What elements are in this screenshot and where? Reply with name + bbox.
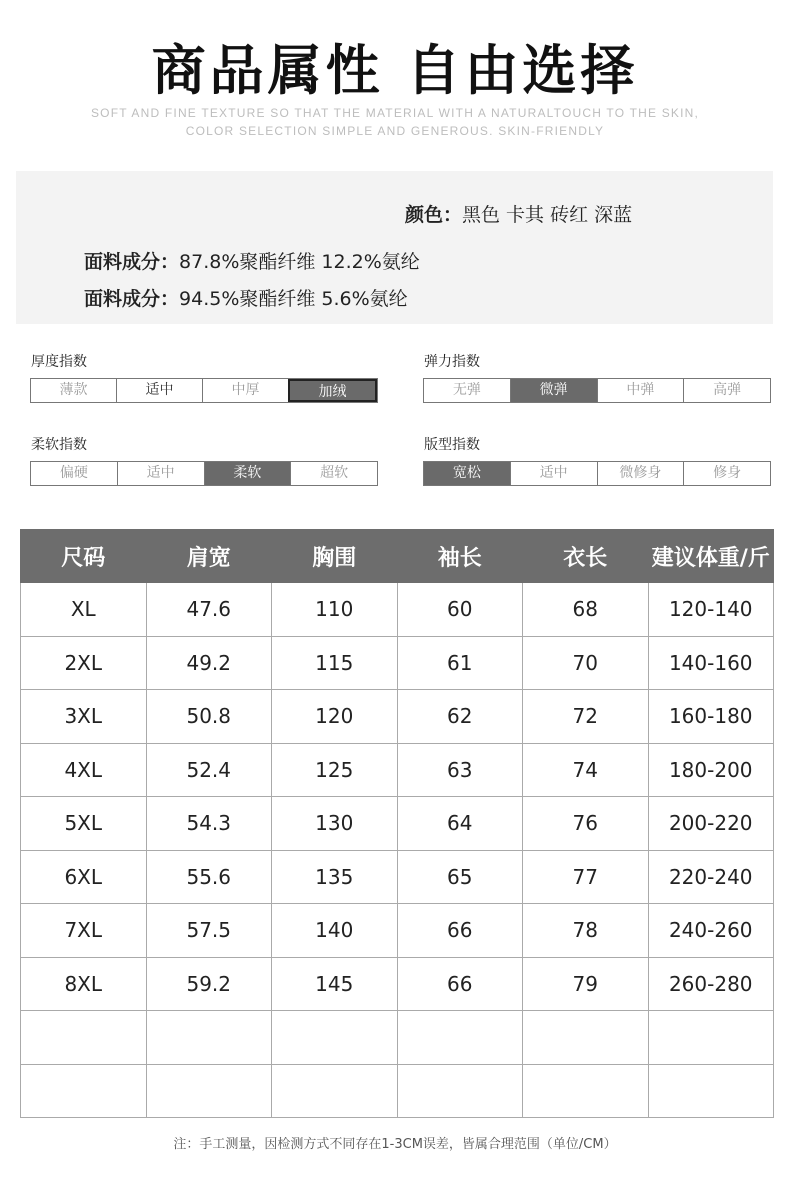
- fabric-value: 87.8%聚酯纤维 12.2%氨纶: [179, 251, 420, 273]
- table-cell-empty: [146, 1011, 272, 1065]
- color-label: 颜色：: [405, 204, 463, 226]
- table-cell: 76: [523, 797, 649, 851]
- softness-option[interactable]: 适中: [117, 462, 204, 485]
- table-cell: 140: [272, 904, 398, 958]
- elasticity-option[interactable]: 高弹: [683, 379, 770, 402]
- table-cell: 52.4: [146, 743, 272, 797]
- table-cell: 140-160: [648, 636, 774, 690]
- table-cell-empty: [523, 1011, 649, 1065]
- table-cell: 110: [272, 583, 398, 637]
- table-cell: 240-260: [648, 904, 774, 958]
- elasticity-index-scale: [423, 378, 771, 403]
- table-cell: 125: [272, 743, 398, 797]
- table-cell: 64: [397, 797, 523, 851]
- table-cell: 4XL: [21, 743, 147, 797]
- table-cell: 120-140: [648, 583, 774, 637]
- table-cell: XL: [21, 583, 147, 637]
- elasticity-option-selected[interactable]: 微弹: [510, 379, 597, 402]
- color-value: 黑色 卡其 砖红 深蓝: [462, 204, 633, 226]
- table-header-row: [21, 530, 774, 583]
- table-cell: 135: [272, 850, 398, 904]
- table-cell: 66: [397, 904, 523, 958]
- fit-index-scale: [423, 461, 771, 486]
- table-body: [21, 583, 774, 1118]
- table-cell: 54.3: [146, 797, 272, 851]
- table-cell: 78: [523, 904, 649, 958]
- table-cell: 50.8: [146, 690, 272, 744]
- softness-index-scale: [30, 461, 378, 486]
- table-cell: 180-200: [648, 743, 774, 797]
- table-cell: 49.2: [146, 636, 272, 690]
- color-info: [405, 200, 632, 227]
- thickness-option-selected[interactable]: 加绒: [288, 379, 377, 402]
- table-cell: 220-240: [648, 850, 774, 904]
- table-row: [21, 583, 774, 637]
- table-cell: 79: [523, 957, 649, 1011]
- measurement-note: 注：手工测量，因检测方式不同存在1-3CM误差，皆属合理范围（单位/CM）: [173, 1137, 617, 1152]
- header-sleeve: 袖长: [397, 530, 523, 583]
- table-cell: 63: [397, 743, 523, 797]
- elasticity-index-title: 弹力指数: [424, 354, 480, 370]
- table-row: [21, 904, 774, 958]
- thickness-option[interactable]: 薄款: [59, 382, 88, 398]
- table-cell: 62: [397, 690, 523, 744]
- fabric-label: 面料成分：: [84, 288, 180, 310]
- fit-option[interactable]: 适中: [510, 462, 597, 485]
- subtitle-line-1: SOFT AND FINE TEXTURE SO THAT THE MATERIAL WITH A NATURALTOUCH TO THE SKIN,: [90, 106, 700, 120]
- header-chest: 胸围: [272, 530, 398, 583]
- table-cell: 66: [397, 957, 523, 1011]
- header-length: 衣长: [523, 530, 649, 583]
- table-cell: 200-220: [648, 797, 774, 851]
- table-cell: 5XL: [21, 797, 147, 851]
- table-cell-empty: [21, 1064, 147, 1118]
- table-cell-empty: [648, 1064, 774, 1118]
- softness-index-title: 柔软指数: [31, 437, 87, 453]
- table-cell: 120: [272, 690, 398, 744]
- table-cell: 7XL: [21, 904, 147, 958]
- table-cell: 160-180: [648, 690, 774, 744]
- table-cell-empty: [272, 1064, 398, 1118]
- softness-option[interactable]: 偏硬: [59, 465, 88, 481]
- table-row: [21, 957, 774, 1011]
- header-shoulder: 肩宽: [146, 530, 272, 583]
- table-cell: 60: [397, 583, 523, 637]
- fit-index-title: 版型指数: [424, 437, 480, 453]
- table-cell: 77: [523, 850, 649, 904]
- table-cell: 65: [397, 850, 523, 904]
- fit-option[interactable]: 微修身: [597, 462, 684, 485]
- size-chart-table: [20, 529, 774, 1118]
- table-cell: 6XL: [21, 850, 147, 904]
- elasticity-option[interactable]: 无弹: [452, 382, 481, 398]
- table-row-empty: [21, 1011, 774, 1065]
- table-cell-empty: [146, 1064, 272, 1118]
- page-subtitle: [0, 104, 790, 140]
- table-cell: 59.2: [146, 957, 272, 1011]
- table-cell: 70: [523, 636, 649, 690]
- table-cell: 57.5: [146, 904, 272, 958]
- elasticity-option[interactable]: 中弹: [597, 379, 684, 402]
- header-size: 尺码: [21, 530, 147, 583]
- table-cell: 72: [523, 690, 649, 744]
- header-weight: 建议体重/斤: [648, 530, 774, 583]
- fabric-info-2: [84, 284, 408, 311]
- thickness-index-scale: [30, 378, 378, 403]
- fabric-value: 94.5%聚酯纤维 5.6%氨纶: [179, 288, 408, 310]
- softness-option[interactable]: 超软: [290, 462, 377, 485]
- table-cell: 61: [397, 636, 523, 690]
- fabric-info-1: [84, 247, 420, 274]
- table-cell: 55.6: [146, 850, 272, 904]
- page-title: 商品属性 自由选择: [151, 39, 639, 102]
- table-cell: 68: [523, 583, 649, 637]
- table-cell-empty: [648, 1011, 774, 1065]
- table-cell: 3XL: [21, 690, 147, 744]
- table-row-empty: [21, 1064, 774, 1118]
- softness-option-selected[interactable]: 柔软: [204, 462, 291, 485]
- fabric-label: 面料成分：: [84, 251, 180, 273]
- table-cell: 260-280: [648, 957, 774, 1011]
- thickness-option[interactable]: 适中: [116, 379, 202, 402]
- table-cell: 47.6: [146, 583, 272, 637]
- table-row: [21, 797, 774, 851]
- thickness-option[interactable]: 中厚: [202, 379, 288, 402]
- table-cell-empty: [21, 1011, 147, 1065]
- table-cell: 115: [272, 636, 398, 690]
- table-cell: 145: [272, 957, 398, 1011]
- table-cell-empty: [397, 1011, 523, 1065]
- table-row: [21, 690, 774, 744]
- table-row: [21, 850, 774, 904]
- fit-option[interactable]: 修身: [683, 462, 770, 485]
- table-row: [21, 636, 774, 690]
- table-cell-empty: [397, 1064, 523, 1118]
- table-cell: 2XL: [21, 636, 147, 690]
- table-cell: 130: [272, 797, 398, 851]
- table-cell-empty: [272, 1011, 398, 1065]
- fit-option-selected[interactable]: 宽松: [424, 462, 510, 485]
- table-row: [21, 743, 774, 797]
- table-cell-empty: [523, 1064, 649, 1118]
- table-cell: 8XL: [21, 957, 147, 1011]
- table-cell: 74: [523, 743, 649, 797]
- subtitle-line-2: COLOR SELECTION SIMPLE AND GENEROUS. SKIN-FRIENDLY: [185, 124, 605, 138]
- thickness-index-title: 厚度指数: [31, 354, 87, 370]
